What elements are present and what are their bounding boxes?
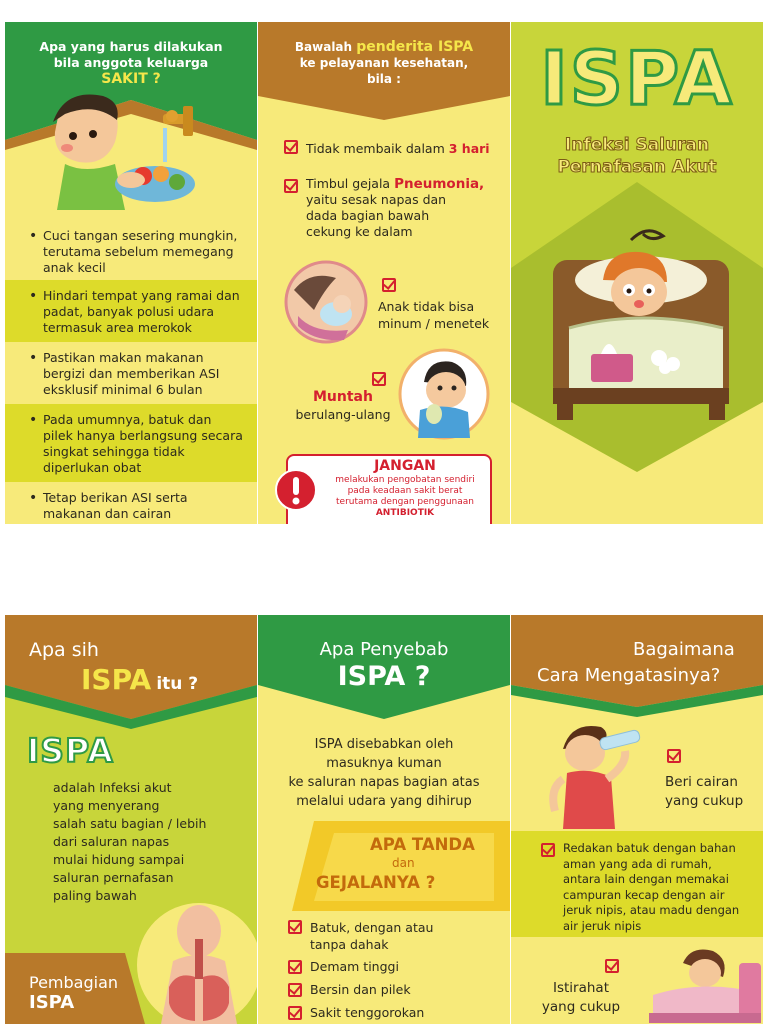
tanda-line1: APA TANDA [370, 835, 475, 854]
pembagian-heading [29, 973, 118, 1013]
checkbox-icon [284, 179, 298, 193]
sign-highlight: 3 hari [448, 141, 490, 156]
ispa-logo: ISPA [27, 731, 114, 770]
header-line1: Apa yang harus dilakukan [39, 39, 223, 54]
cover-title: ISPA [540, 36, 734, 122]
warning-line: melakukan pengobatan sendiri [335, 475, 475, 485]
warning-icon [274, 468, 318, 512]
prevention-item: • Tetap berikan ASI serta makanan dan cairan [5, 482, 257, 524]
checkbox-icon [288, 920, 302, 934]
checkbox-icon [372, 372, 386, 386]
tip-cough [563, 841, 739, 934]
header-line1: Apa Penyebab [319, 639, 449, 660]
definition-line: saluran pernafasan [53, 870, 174, 885]
respiratory-system-illustration [133, 891, 257, 1024]
header-highlight: penderita ISPA [356, 39, 474, 55]
header-line3: bila : [367, 72, 401, 86]
panel-how-to-treat [511, 615, 763, 1024]
sign-line: berulang-ulang [295, 407, 391, 422]
cover-subtitle-line2: Pernafasan Akut [557, 157, 717, 177]
header-ispa: ISPA [81, 663, 152, 696]
panel-causes [258, 615, 510, 1024]
definition-line: salah satu bagian / lebih [53, 816, 207, 831]
checkbox-icon [288, 983, 302, 997]
symptom-item [310, 919, 433, 953]
checkbox-icon [288, 960, 302, 974]
tip-line: Beri cairan [665, 774, 738, 790]
header-itu: itu ? [156, 674, 199, 694]
panel-what-is [5, 615, 257, 1024]
sick-child-in-bed-illustration [547, 220, 739, 422]
panel-when-to-bring [258, 22, 510, 524]
header-line2: ISPA ? [337, 661, 431, 692]
boy-drinking-illustration [541, 719, 653, 829]
header-line2 [81, 663, 198, 696]
breastfeeding-illustration [284, 260, 368, 344]
checkbox-icon [284, 140, 298, 154]
definition-line: adalah Infeksi akut [53, 780, 172, 795]
sign-text: Tidak membaik dalam [306, 141, 445, 156]
symptom-item: Bersin dan pilek [310, 982, 411, 997]
checkbox-icon [288, 1006, 302, 1020]
cover-subtitle-line1: Infeksi Saluran [564, 135, 710, 155]
sign-text: Timbul gejala [306, 176, 391, 191]
sign-highlight: Muntah [313, 389, 373, 405]
symptom-item: Demam tinggi [310, 959, 399, 974]
tip-line: antara lain dengan memakai [563, 872, 729, 886]
cause-line: melalui udara yang dihirup [296, 794, 472, 809]
sign-line: dada bagian bawah [306, 208, 430, 223]
header-prefix: Bawalah [294, 40, 353, 54]
sign-line: cekung ke dalam [306, 224, 413, 239]
sign-line: minum / menetek [378, 316, 490, 331]
girl-resting-illustration [643, 943, 763, 1024]
panel-prevention [5, 22, 257, 524]
symptom-item: Sakit tenggorokan [310, 1005, 425, 1020]
pembagian-line2: ISPA [29, 992, 75, 1013]
sign-line: yaitu sesak napas dan [306, 192, 447, 207]
definition-line: mulai hidung sampai [53, 852, 185, 867]
checkbox-icon [541, 843, 555, 857]
definition-line: yang menyerang [53, 798, 160, 813]
header-line2: bila anggota keluarga [53, 55, 209, 70]
tip-rest [531, 979, 631, 1017]
sign-item-3 [378, 298, 489, 332]
sign-item-2 [306, 176, 484, 240]
prevention-item: • Hindari tempat yang ramai dan padat, banyak polusi udara termasuk area merokok [5, 280, 257, 342]
tip-line: yang cukup [665, 793, 744, 809]
header-line2: ke pelayanan kesehatan, [299, 56, 469, 70]
pembagian-line1: Pembagian [29, 973, 119, 992]
header-sakit: SAKIT ? [101, 71, 161, 87]
sign-highlight: Pneumonia, [394, 176, 485, 192]
header-line1: Apa sih [29, 639, 99, 661]
tip-line: Istirahat [552, 980, 609, 996]
brochure-outer-side [5, 22, 763, 524]
warning-line: pada keadaan sakit berat [347, 486, 463, 496]
sign-line: Anak tidak bisa [378, 299, 475, 314]
sign-item-4 [288, 388, 398, 424]
prevention-item: • Pada umumnya, batuk dan pilek hanya berlangsung secara singkat sehingga tidak diperlukan obat [5, 404, 257, 482]
tip-line: campuran kecap dengan air [563, 887, 725, 902]
cover-subtitle [511, 134, 763, 178]
warning-title: JANGAN [374, 458, 436, 474]
header-line1: Bagaimana [633, 639, 735, 660]
warning-text [322, 458, 488, 519]
tip-line: yang cukup [541, 999, 621, 1015]
tanda-line2: GEJALANYA ? [316, 873, 436, 892]
cause-line: ISPA disebabkan oleh [314, 737, 454, 752]
cause-text [258, 735, 510, 811]
header-line2: Cara Mengatasinya? [537, 665, 721, 686]
cause-line: ke saluran napas bagian atas [288, 775, 480, 790]
cause-line: masuknya kuman [326, 756, 442, 771]
tip-line: Redakan batuk dengan bahan [563, 841, 736, 855]
washing-hands-illustration [45, 92, 225, 222]
symptom-line: Batuk, dengan atau [310, 920, 434, 935]
tip-line: air jeruk nipis [563, 918, 642, 933]
prevention-item: • Pastikan makan makanan bergizi dan memberikan ASI eksklusif minimal 6 bulan [5, 342, 257, 404]
warning-line: ANTIBIOTIK [375, 508, 435, 518]
sign-item-1 [306, 141, 490, 156]
tanda-dan: dan [392, 856, 415, 870]
prevention-item: • Cuci tangan sesering mungkin, terutama sebelum memegang anak kecil [5, 220, 257, 280]
warning-line: terutama dengan penggunaan [336, 497, 474, 507]
panel-cover [511, 22, 763, 524]
tip-fluids [665, 773, 743, 811]
tip-line: aman yang ada di rumah, [563, 856, 712, 871]
checkbox-icon [382, 278, 396, 292]
tip-line: jeruk nipis, atau madu dengan [563, 903, 740, 917]
header-line1 [258, 39, 510, 55]
definition-line: paling bawah [53, 888, 137, 903]
checkbox-icon [667, 749, 681, 763]
vomiting-child-illustration [398, 348, 490, 440]
brochure-inner-side [5, 615, 763, 1024]
definition [53, 779, 206, 905]
definition-line: dari saluran napas [53, 834, 170, 849]
symptom-line: tanpa dahak [310, 937, 389, 952]
checkbox-icon [605, 959, 619, 973]
